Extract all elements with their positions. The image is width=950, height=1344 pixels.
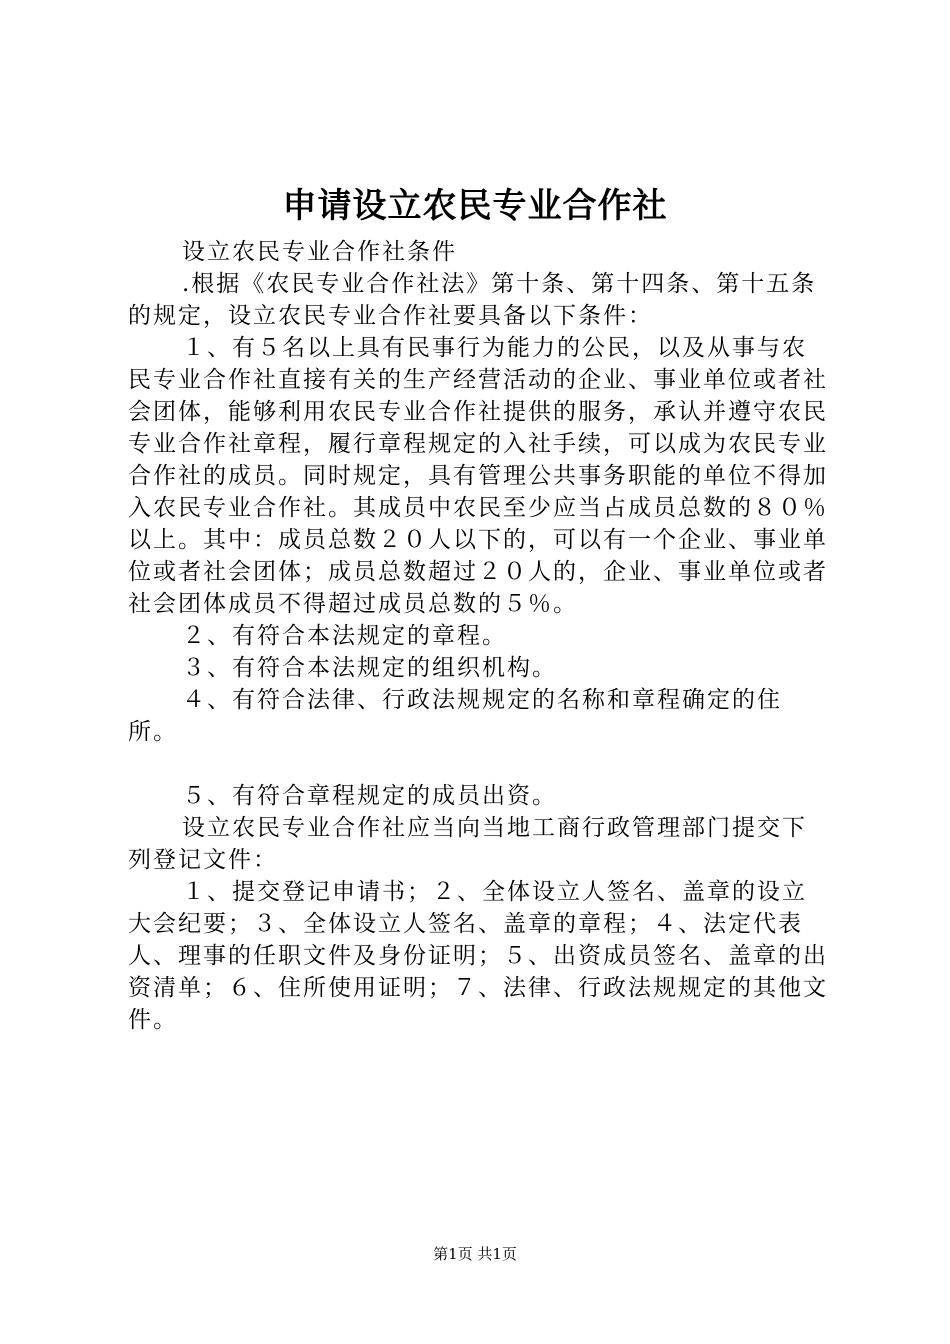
document-body (128, 236, 828, 1036)
paragraph-condition-2: ２、有符合本法规定的章程。 (182, 623, 507, 649)
paragraph-legal-basis: .根据《农民专业合作社法》第十条、第十四条、第十五条的规定，设立农民专业合作社要具备以下条件： (128, 271, 817, 329)
paragraph-condition-4: ４、有符合法律、行政法规规定的名称和章程确定的住所。 (128, 687, 782, 745)
paragraph-registration-documents: １、提交登记申请书；２、全体设立人签名、盖章的设立大会纪要；３、全体设立人签名、盖章的章程；４、法定代表人、理事的任职文件及身份证明；５、出资成员签名、盖章的出资清单；６、住所使用证明；７、法律、行政法规规定的其他文件。 (128, 879, 828, 1033)
paragraph-condition-1: １、有５名以上具有民事行为能力的公民，以及从事与农民专业合作社直接有关的生产经营活动的企业、事业单位或者社会团体，能够利用农民专业合作社提供的服务，承认并遵守农民专业合作社章程，履行章程规定的入社手续，可以成为农民专业合作社的成员。同时规定，具有管理公共事务职能的单位不得加入农民专业合作社。其成员中农民至少应当占成员总数的８０％以上。其中：成员总数２０人以下的，可以有一个企业、事业单位或者社会团体；成员总数超过２０人的，企业、事业单位或者社会团体成员不得超过成员总数的５％。 (128, 335, 828, 617)
paragraph-heading: 设立农民专业合作社条件 (182, 239, 457, 265)
paragraph-condition-5: ５、有符合章程规定的成员出资。 (182, 783, 557, 809)
paragraph-condition-3: ３、有符合本法规定的组织机构。 (182, 655, 557, 681)
paragraph-registration-intro: 设立农民专业合作社应当向当地工商行政管理部门提交下列登记文件： (128, 815, 807, 873)
page-footer: 第1页 共1页 (433, 1245, 517, 1263)
document-title: 申请设立农民专业合作社 (282, 186, 668, 226)
